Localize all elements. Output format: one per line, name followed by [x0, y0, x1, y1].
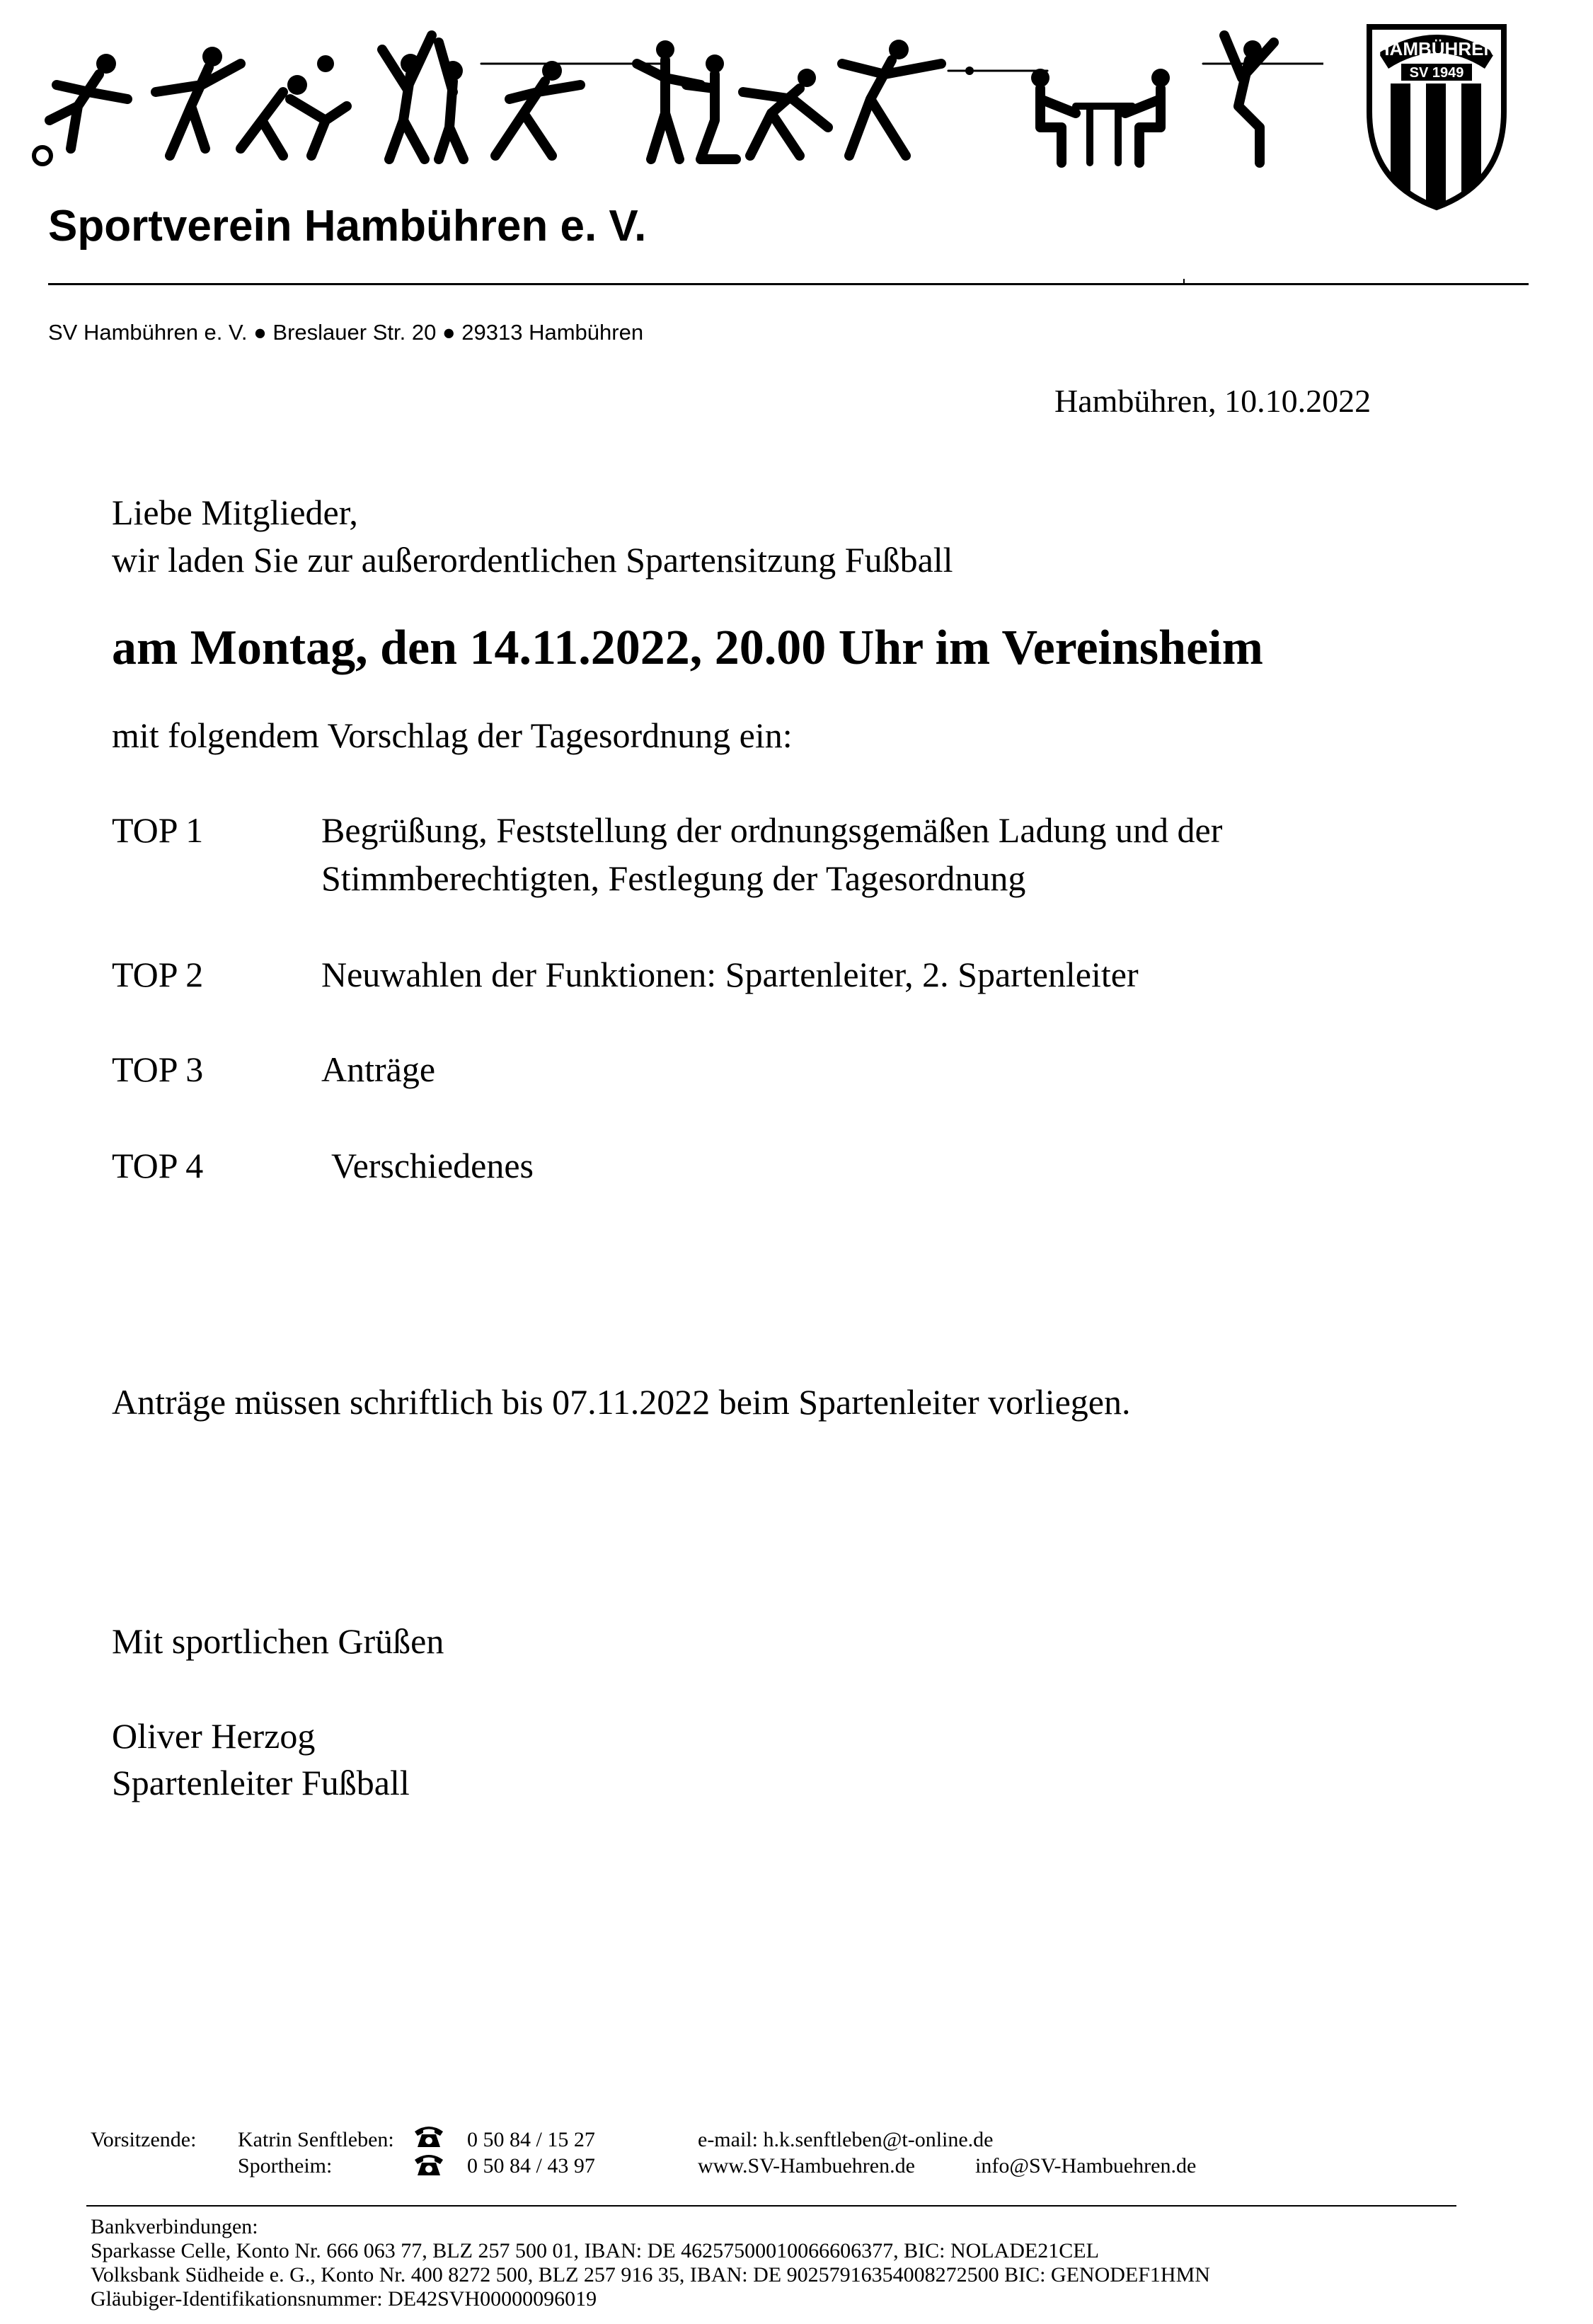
- motions-deadline-note: Anträge müssen schriftlich bis 07.11.2022 beim Spartenleiter vorliegen.: [112, 1382, 1131, 1422]
- sports-pictogram-banner: [28, 21, 1323, 177]
- agenda-item-label: TOP 2: [112, 955, 204, 994]
- table-tennis-pictogram-icon: [842, 40, 1047, 156]
- footer-rule: [86, 2205, 1456, 2207]
- volleyball-pictogram-icon: [1203, 35, 1323, 163]
- chess-pictogram-icon: [1031, 69, 1170, 163]
- agenda-item-text: Begrüßung, Feststellung der ordnungsgemäßen Ladung und der: [321, 810, 1223, 850]
- agenda-item-label: TOP 4: [112, 1146, 204, 1185]
- gymnastics-pictogram-icon: [743, 69, 828, 156]
- agenda-item-label: TOP 1: [112, 810, 204, 850]
- crest-text-year: SV 1949: [1409, 65, 1464, 81]
- handball-pictogram-icon: [156, 47, 241, 156]
- agenda-item-text: Verschiedenes: [331, 1146, 534, 1185]
- signer-role: Spartenleiter Fußball: [112, 1763, 410, 1802]
- bank-details-line: Sparkasse Celle, Konto Nr. 666 063 77, BLZ 257 500 01, IBAN: DE 46257500010066606377, BIC: NOLADE21CEL: [91, 2239, 1099, 2262]
- footer-chair-phone: 0 50 84 / 15 27: [467, 2128, 595, 2151]
- bank-details-line: Volksbank Südheide e. G., Konto Nr. 400 8272 500, BLZ 257 916 35, IBAN: DE 90257916354008272500 BIC: GENODEF1HMN: [91, 2263, 1210, 2286]
- agenda-item-text: Stimmberechtigten, Festlegung der Tagesordnung: [321, 858, 1026, 898]
- footer-website-link[interactable]: www.SV-Hambuehren.de: [698, 2154, 915, 2178]
- crest-text-top: HAMBÜHREN: [1376, 38, 1497, 59]
- footer-clubhouse-phone: 0 50 84 / 43 97: [467, 2154, 595, 2178]
- telephone-icon: [412, 2151, 446, 2177]
- club-name-heading: Sportverein Hambühren e. V.: [48, 202, 647, 251]
- header-rule-tick: [1183, 279, 1185, 284]
- closing-greeting: Mit sportlichen Grüßen: [112, 1621, 444, 1661]
- footer-chair-email[interactable]: e-mail: h.k.senftleben@t-online.de: [698, 2128, 994, 2151]
- salutation: Liebe Mitglieder,: [112, 493, 358, 532]
- footer-chair-name: Katrin Senftleben:: [238, 2128, 394, 2151]
- soccer-pictogram-icon: [34, 54, 127, 164]
- meeting-date-heading: am Montag, den 14.11.2022, 20.00 Uhr im Vereinsheim: [112, 621, 1263, 675]
- creditor-id-line: Gläubiger-Identifikationsnummer: DE42SVH00000096019: [91, 2287, 597, 2311]
- signer-name: Oliver Herzog: [112, 1716, 316, 1756]
- agenda-item-text: Neuwahlen der Funktionen: Spartenleiter, 2. Spartenleiter: [321, 955, 1139, 994]
- dance-pictogram-icon: [637, 40, 736, 159]
- judo-pictogram-icon: [241, 55, 347, 156]
- header-rule: [48, 283, 1529, 285]
- club-crest-logo: [1362, 20, 1511, 211]
- telephone-icon: [412, 2123, 446, 2148]
- letter-date: Hambühren, 10.10.2022: [1054, 383, 1371, 419]
- footer-clubhouse-label: Sportheim:: [238, 2154, 333, 2178]
- sender-address-line: SV Hambühren e. V. ● Breslauer Str. 20 ● 29313 Hambühren: [48, 320, 644, 345]
- basketball-pictogram-icon: [382, 35, 464, 159]
- agenda-item-text: Anträge: [321, 1049, 436, 1089]
- agenda-intro: mit folgendem Vorschlag der Tagesordnung ein:: [112, 715, 793, 755]
- footer-chair-label: Vorsitzende:: [91, 2128, 197, 2151]
- invitation-line: wir laden Sie zur außerordentlichen Spartensitzung Fußball: [112, 540, 953, 580]
- bank-details-title: Bankverbindungen:: [91, 2215, 258, 2238]
- tennis-pictogram-icon: [481, 61, 665, 156]
- agenda-item-label: TOP 3: [112, 1049, 204, 1089]
- footer-club-email[interactable]: info@SV-Hambuehren.de: [975, 2154, 1197, 2178]
